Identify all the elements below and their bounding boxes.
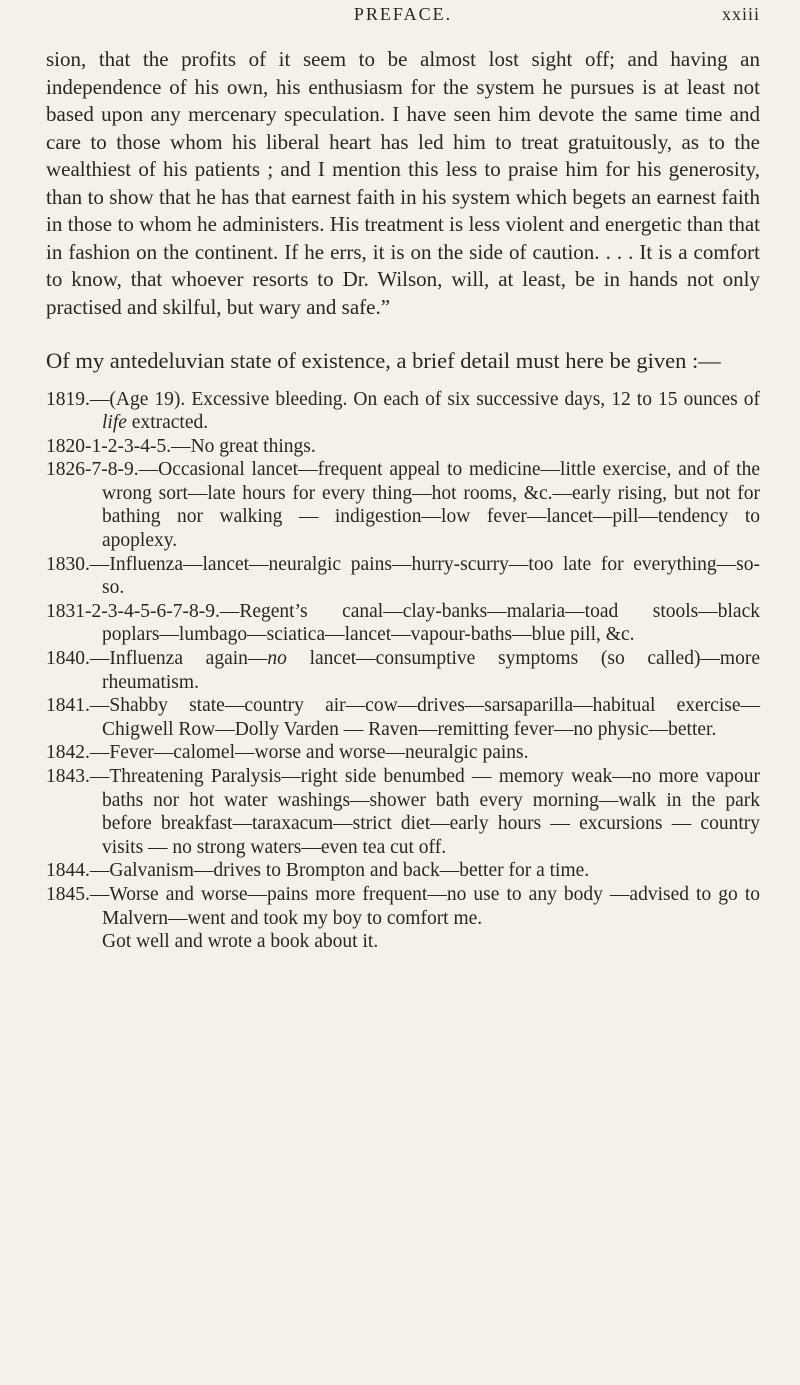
page-header: [46, 4, 760, 38]
entry-year: 1844.: [46, 860, 90, 882]
entry-year: 1843.: [46, 766, 90, 787]
chronology-entry: [46, 883, 760, 930]
entry-text: —Influenza—lancet—neuralgic pains—hurry-scurry—too late for everything—so-so.: [89, 553, 760, 599]
entry-text: —Galvanism—drives to Brompton and back—better for a time.: [89, 860, 590, 882]
entry-year: 1831-2-3-4-5-6-7-8-9.: [46, 600, 220, 622]
chronology-entry: [46, 694, 760, 741]
entry-emphasis: no: [267, 648, 287, 670]
entry-year: 1826-7-8-9.: [46, 459, 139, 481]
running-head: PREFACE.: [353, 4, 453, 24]
chronology-entry: [46, 741, 760, 765]
chronology-entry: [46, 553, 760, 600]
entry-text: —Shabby state—country air—cow—drives—sarsaparilla—habitual exercise—Chigwell Row—Dolly Varden — Raven—remitting fever—no physic—better.: [89, 695, 760, 740]
entry-year: 1841.: [46, 695, 90, 717]
entry-year: 1845.: [46, 883, 90, 905]
entry-year: 1819.: [46, 388, 90, 410]
entry-year: 1840.: [46, 648, 90, 670]
quote-paragraph: sion, that the profits of it seem to be almost lost sight off; and having an independence of his own, his enthusiasm for the system he pursues is at least not based upon any mercenary speculation. I have seen him devote the same time and care to those whom his liberal heart has led him to treat gratuitously, as to the wealthiest of his patients ; and I mention this less to praise him for his generosity, than to show that he has that earnest faith in his system which begets an earnest faith in those to whom he administers. His treatment is less violent and energetic than that in fashion on the continent. If he errs, it is on the side of caution. . . . It is a comfort to know, that whoever resorts to Dr. Wilson, will, at least, be in hands not only practised and skilful, but wary and safe.”: [46, 47, 760, 319]
entry-text: —Worse and worse—pains more frequent—no use to any body —advised to go to Malvern—went and took my boy to comfort me.: [89, 883, 760, 929]
entry-text: —Influenza again—: [89, 648, 268, 670]
entry-text: —(Age 19). Excessive bleeding. On each of six successive days, 12 to 15 ounces of: [89, 388, 760, 410]
entry-tail: lancet—consumptive symptoms (so called)—more rheumatism.: [102, 648, 760, 693]
intro-paragraph: Of my antedeluvian state of existence, a brief detail must here be given :—: [46, 348, 721, 373]
entry-text: —Fever—calomel—worse and worse—neuralgic pains.: [89, 742, 529, 764]
chronology-entry: [46, 435, 760, 459]
entry-emphasis: life: [102, 412, 127, 434]
entry-year: 1820-1-2-3-4-5.: [46, 435, 172, 457]
chronology-entry: [46, 388, 760, 435]
entry-text: —No great things.: [171, 435, 316, 457]
closing-line: Got well and wrote a book about it.: [102, 931, 379, 953]
entry-text: —Occasional lancet—frequent appeal to medicine—little exercise, and of the wrong sort—late hours for every thing—hot rooms, &c.—early rising, but not for bathing nor walking — indigestion—low fever—lancet—pill—tendency to apoplexy.: [102, 459, 760, 552]
page-number: xxiii: [721, 4, 760, 24]
entry-year: 1842.: [46, 742, 90, 764]
entry-text: —Regent’s canal—clay-banks—malaria—toad stools—black poplars—lumbago—sciatica—lancet—vapour-baths—blue pill, &c.: [102, 600, 760, 646]
entry-tail: extracted.: [126, 412, 209, 434]
chronology-list: [46, 388, 760, 954]
chronology-entry: [46, 765, 760, 859]
chronology-entry: [46, 859, 760, 883]
entry-year: 1830.: [46, 553, 90, 575]
chronology-entry: [46, 458, 760, 552]
entry-text: —Threatening Paralysis—right side benumbed — memory weak—no more vapour baths nor hot water washings—shower bath every morning—walk in the park before breakfast—taraxacum—strict diet—early hours — excursions — country visits — no strong waters—even tea cut off.: [89, 766, 760, 858]
chronology-entry: [46, 647, 760, 694]
chronology-entry: [46, 600, 760, 647]
